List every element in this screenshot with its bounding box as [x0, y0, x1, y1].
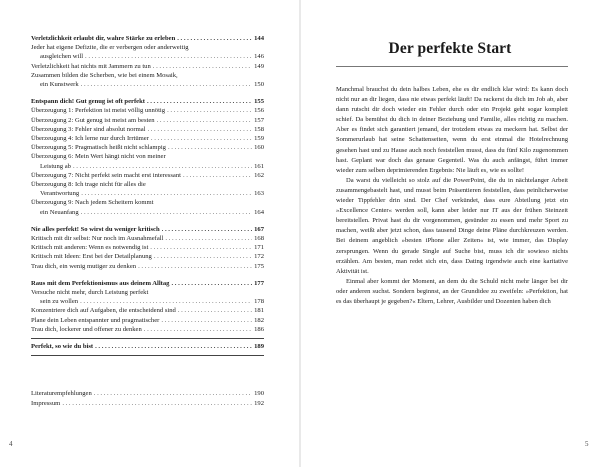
- toc-entry-title: Raus mit dem Perfektionismus aus deinem Alltag: [31, 279, 170, 287]
- toc-entry-page: 190: [254, 390, 264, 398]
- chapter-body: [336, 85, 568, 307]
- page-number-left: 4: [9, 440, 13, 448]
- toc-leader-dots: [85, 52, 252, 61]
- toc-entry-title: Überzeugung 2: Gut genug ist meist am besten: [31, 116, 155, 124]
- toc-entry-title: Trau dich, lockerer und offener zu denken: [31, 325, 142, 333]
- toc-entry-page: 178: [254, 298, 264, 306]
- chapter-title: Der perfekte Start: [388, 40, 512, 57]
- toc-entry-page: 159: [254, 135, 264, 143]
- toc-leader-dots: [73, 162, 252, 171]
- toc-entry: [31, 62, 264, 71]
- toc-entry: [31, 389, 264, 398]
- toc-entry-page: 158: [254, 125, 264, 133]
- toc-entry-title: Überzeugung 1: Perfektion ist meist völlig unnötig: [31, 107, 166, 115]
- toc-entry: [31, 97, 264, 106]
- toc-entry-title: sein zu wollen: [40, 298, 79, 306]
- toc-entry-page: 181: [254, 307, 264, 315]
- toc-entry-page: 182: [254, 316, 264, 324]
- toc-entry: [31, 152, 264, 170]
- toc-entry-title: Entspann dich! Gut genug ist oft perfekt: [31, 98, 145, 106]
- toc-entry-page: 162: [254, 171, 264, 179]
- toc-entry-title-first-line: Überzeugung 8: Ich trage nicht für alles die: [31, 181, 146, 189]
- chapter-title-rule: [336, 66, 568, 67]
- toc-entry: [31, 262, 264, 271]
- toc-entry-title: Kritisch mit anderen: Wenn es notwendig ist: [31, 244, 149, 252]
- toc-leader-dots: [162, 225, 252, 234]
- toc-entry-page: 186: [254, 325, 264, 333]
- toc-entry: [31, 252, 264, 261]
- body-paragraph: Einmal aber kommt der Moment, an dem du die Schuld nicht mehr länger bei dir oder anderen suchst. Sondern beginnst, an der Grundidee zu zweifeln: »Perfektion, hat es das überhaupt je gegeben?« Eltern, Lehrer, Ausbilder und Dozenten haben dich: [336, 277, 568, 305]
- toc-entry: [31, 116, 264, 125]
- toc-leader-dots: [80, 297, 252, 306]
- book-gutter: [299, 0, 301, 467]
- toc-entry-title: Konzentriere dich auf Aufgaben, die entscheidend sind: [31, 307, 176, 315]
- toc-leader-dots: [157, 116, 253, 125]
- toc-leader-dots: [62, 399, 252, 408]
- toc-entry: [31, 243, 264, 252]
- toc-entry: [31, 171, 264, 180]
- toc-entry-title: Impressum: [31, 399, 61, 407]
- toc-leader-dots: [171, 279, 252, 288]
- toc-entry-page: 161: [254, 162, 264, 170]
- toc-entry-page: 175: [254, 262, 264, 270]
- toc-entry-page: 144: [254, 35, 264, 42]
- toc-entry-page: 156: [254, 107, 264, 115]
- toc-leader-dots: [147, 125, 252, 134]
- toc-entry-title: Kritisch mit Ideen: Erst bei der Detailplanung: [31, 253, 152, 261]
- toc-entry-title-first-line: Überzeugung 6: Mein Wert hängt nicht von meiner: [31, 153, 166, 161]
- toc-entry-page: 155: [254, 98, 264, 106]
- toc-entry-title: Verletzlichkeit hat nichts mit Jammern zu tun: [31, 62, 151, 70]
- toc-entry: [31, 106, 264, 115]
- toc-entry-title: Leistung ab: [40, 162, 71, 170]
- toc-entry-title: Überzeugung 4: Ich lerne nur durch Irrtümer: [31, 135, 149, 143]
- toc-entry-page: 149: [254, 62, 264, 70]
- table-of-contents: [31, 34, 264, 408]
- toc-entry-title-first-line: Jeder hat eigene Defizite, die er verbergen oder anderweitig: [31, 44, 189, 52]
- toc-entry: [31, 143, 264, 152]
- toc-leader-dots: [183, 171, 252, 180]
- toc-entry-title: ausgleichen will: [40, 53, 84, 61]
- toc-entry-title: Überzeugung 5: Pragmatisch heißt nicht schlampig: [31, 144, 166, 152]
- toc-entry-title: Plane dein Leben entspannter und pragmatischer: [31, 316, 160, 324]
- toc-entry-page: 168: [254, 235, 264, 243]
- toc-leader-dots: [154, 252, 252, 261]
- toc-leader-dots: [151, 134, 252, 143]
- toc-entry-title: Trau dich, ein wenig mutiger zu denken: [31, 262, 137, 270]
- toc-entry-page: 192: [254, 399, 264, 407]
- toc-leader-dots: [177, 34, 252, 43]
- toc-entry: [31, 316, 264, 325]
- toc-entry-title-first-line: Zusammen bilden die Scherben, wie bei einem Mosaik,: [31, 71, 178, 79]
- toc-entry-page: 167: [254, 225, 264, 233]
- toc-entry: [31, 71, 264, 89]
- toc-bottom-rule: [31, 355, 264, 356]
- toc-leader-dots: [150, 243, 252, 252]
- toc-entry-title: Nie alles perfekt! So wirst du weniger kritisch: [31, 225, 160, 233]
- toc-entry: [31, 34, 264, 43]
- toc-leader-dots: [178, 306, 252, 315]
- toc-leader-dots: [138, 262, 252, 271]
- toc-entry-page: 160: [254, 144, 264, 152]
- toc-entry: [31, 288, 264, 306]
- toc-top-rule: [31, 338, 264, 339]
- page-number-right: 5: [585, 440, 589, 448]
- toc-entry: [31, 198, 264, 216]
- toc-entry-page: 150: [254, 81, 264, 89]
- toc-entry: [31, 43, 264, 61]
- toc-leader-dots: [165, 234, 252, 243]
- toc-entry-page: 189: [254, 343, 264, 351]
- body-paragraph: Manchmal brauchst du dein halbes Leben, ehe es dir endlich klar wird: Es kann doch nicht nur an dir liegen, dass nie etwas perfekt läuft! Da rackerst du dich im Job ab, aber dann rutscht dir doch wieder ein Fehler durch oder ein Projekt geht sogar komplett schief. Da bemühst du dich in deiner Beziehung und Familie, alles richtig zu machen. Aber es findet sich garantiert jemand, der trotzdem etwas zu meckern hat. Selbst der Sommerurlaub hat seine Schattenseiten, wenn du erst einmal die Hotelrechnung gesehen hast und zu Hause auch noch feststellen musst, dass du fünf Kilo zugenommen hast. Geplant war doch das genaue Gegenteil. Was du auch anfängst, führt immer wieder zum selben deprimierenden Ergebnis: Nie läuft es, wie es sollte!: [336, 86, 568, 174]
- toc-entry-title-first-line: Versuche nicht mehr, durch Leistung perfekt: [31, 289, 149, 297]
- toc-entry-page: 171: [254, 244, 264, 252]
- toc-leader-dots: [81, 80, 252, 89]
- toc-entry-title: Überzeugung 7: Nicht perfekt sein macht erst interessant: [31, 171, 181, 179]
- toc-leader-dots: [167, 106, 252, 115]
- toc-entry-title: Literaturempfehlungen: [31, 390, 92, 398]
- toc-entry: [31, 325, 264, 334]
- toc-leader-dots: [81, 208, 252, 217]
- toc-entry-page: 146: [254, 53, 264, 61]
- toc-entry: [31, 134, 264, 143]
- toc-entry: [31, 399, 264, 408]
- toc-leader-dots: [147, 97, 252, 106]
- toc-entry-title: Kritisch mit dir selbst: Nur noch im Ausnahmefall: [31, 235, 164, 243]
- toc-entry-title: Perfekt, so wie du bist: [31, 343, 94, 351]
- toc-entry-title: ein Kunstwerk: [40, 81, 79, 89]
- toc-entry-title: Überzeugung 3: Fehler sind absolut normal: [31, 125, 146, 133]
- toc-entry-page: 163: [254, 190, 264, 198]
- toc-entry-page: 177: [254, 279, 264, 287]
- toc-leader-dots: [144, 325, 252, 334]
- toc-entry-title: Verletzlichkeit erlaubt dir, wahre Stärke zu erleben: [31, 35, 176, 42]
- toc-entry: [31, 279, 264, 288]
- toc-entry: [31, 125, 264, 134]
- toc-entry-title-first-line: Überzeugung 9: Nach jedem Scheitern kommt: [31, 199, 154, 207]
- body-paragraph: Da warst du vielleicht so stolz auf die PowerPoint, die du in nächtelanger Arbeit zusammengebastelt hast, und musst beim Präsentieren feststellen, dass peinlicherweise wieder Tippfehler drin sind. Der Chef verkündet, dass eure Abteilung jetzt ein »Excellence Center« werden soll, kann aber leider nur IT aus der frühen Steinzeit bereitstellen. Privat hast du dir vorgenommen, gesünder zu essen und mehr Sport zu machen, weißt aber jetzt schon, dass tausend Dinge deine Pläne durchkreuzen werden. Bei deinem angeblich »besten iPhone aller Zeiten« ist, wie immer, das Display zersprungen. Wenn du gerade Single auf Suche bist, muss ich dir sowieso nichts erzählen. Am besten, man redet sich ein, dass Dating irgendwie auch eine karitative Aktivität ist.: [336, 176, 568, 275]
- toc-entry-title: ein Neuanfang: [40, 208, 79, 216]
- toc-entry-page: 157: [254, 116, 264, 124]
- toc-leader-dots: [81, 189, 252, 198]
- toc-entry: [31, 342, 264, 351]
- toc-entry-title: Verantwortung: [40, 190, 80, 198]
- toc-entry: [31, 225, 264, 234]
- toc-entry-page: 164: [254, 208, 264, 216]
- toc-leader-dots: [94, 389, 252, 398]
- toc-entry-page: 172: [254, 253, 264, 261]
- toc-leader-dots: [153, 62, 252, 71]
- toc-entry: [31, 306, 264, 315]
- toc-leader-dots: [168, 143, 252, 152]
- toc-leader-dots: [95, 342, 252, 351]
- toc-entry: [31, 234, 264, 243]
- toc-leader-dots: [161, 316, 252, 325]
- toc-entry: [31, 180, 264, 198]
